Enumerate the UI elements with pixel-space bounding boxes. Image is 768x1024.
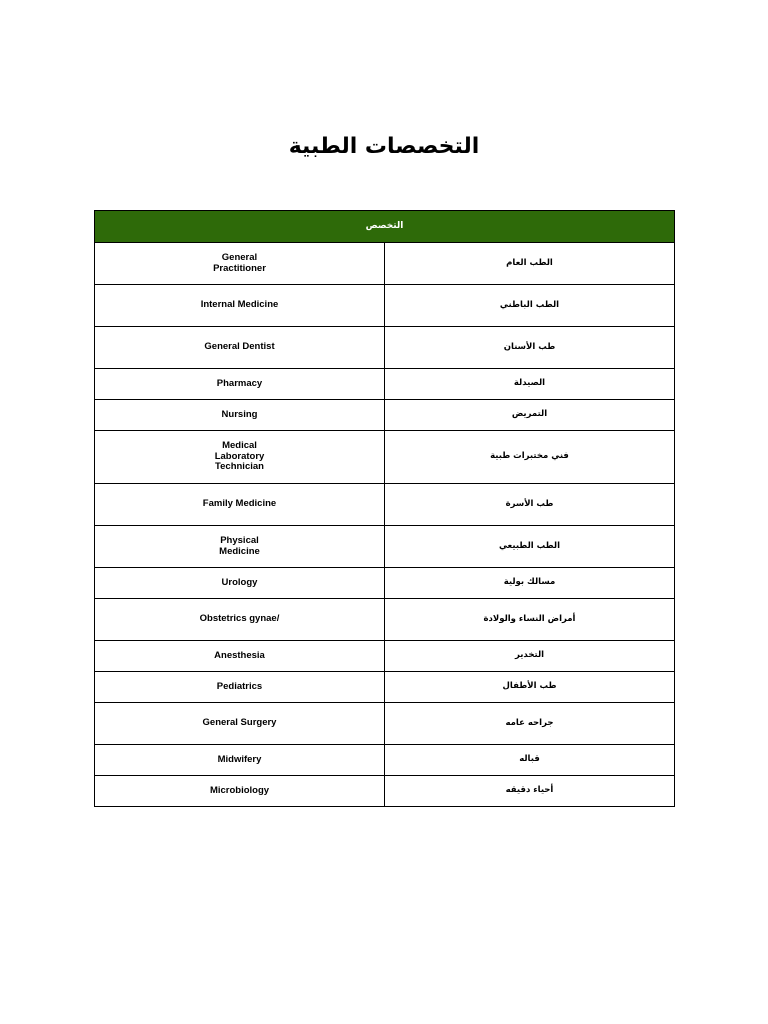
specialty-english-text: Internal Medicine [200, 299, 279, 311]
specialty-arabic-cell: التمريض [385, 400, 675, 431]
specialty-arabic-cell: أحياء دقيقه [385, 776, 675, 807]
specialty-arabic-cell: التخدير [385, 641, 675, 672]
specialty-english-text: General Dentist [204, 341, 275, 353]
page-title: التخصصات الطبية [288, 134, 480, 159]
specialty-english-text: Midwifery [217, 753, 262, 765]
specialties-table [94, 210, 675, 807]
specialty-english-cell [95, 599, 385, 641]
specialty-english-text: Physical Medicine [219, 534, 260, 557]
table-header-row [95, 211, 675, 243]
specialty-english-text: Urology [221, 576, 258, 588]
specialty-english-text: Obstetrics gynae/ [199, 613, 280, 625]
specialty-english-text: Medical Laboratory Technician [214, 440, 265, 473]
specialty-english-cell [95, 526, 385, 568]
specialty-english-text: Pediatrics [216, 680, 263, 692]
specialty-english-cell [95, 745, 385, 776]
specialty-english-text: Pharmacy [216, 377, 263, 389]
specialty-english-cell [95, 568, 385, 599]
specialty-arabic-cell: طب الأسنان [385, 327, 675, 369]
specialty-english-text: Microbiology [209, 784, 270, 796]
table-row [95, 776, 675, 807]
specialty-arabic-cell: طب الأسرة [385, 484, 675, 526]
table-row [95, 568, 675, 599]
specialty-arabic-cell: طب الأطفال [385, 672, 675, 703]
specialty-english-text: Anesthesia [214, 649, 265, 661]
specialty-english-cell [95, 703, 385, 745]
specialty-english-cell [95, 672, 385, 703]
specialty-arabic-cell: الصيدلة [385, 369, 675, 400]
table-row [95, 327, 675, 369]
specialty-arabic-cell: الطب العام [385, 243, 675, 285]
specialty-arabic-cell: الطب الطبيعي [385, 526, 675, 568]
table-row [95, 641, 675, 672]
table-row [95, 745, 675, 776]
table-row [95, 703, 675, 745]
specialty-arabic-cell: فني مختبرات طبية [385, 431, 675, 484]
table-row [95, 285, 675, 327]
specialty-english-cell [95, 327, 385, 369]
table-row [95, 243, 675, 285]
specialty-arabic-cell: أمراض النساء والولادة [385, 599, 675, 641]
table-header: التخصص [95, 211, 675, 243]
table-row [95, 672, 675, 703]
table-row [95, 369, 675, 400]
specialty-english-text: General Practitioner [213, 251, 266, 274]
specialty-arabic-cell: الطب الباطني [385, 285, 675, 327]
specialty-arabic-cell: قباله [385, 745, 675, 776]
specialty-english-cell [95, 400, 385, 431]
specialty-english-text: General Surgery [202, 717, 277, 729]
table-row [95, 526, 675, 568]
table-row [95, 431, 675, 484]
table-row [95, 400, 675, 431]
specialty-english-cell [95, 285, 385, 327]
table-row [95, 484, 675, 526]
specialty-arabic-cell: جراحه عامه [385, 703, 675, 745]
specialty-arabic-cell: مسالك بولية [385, 568, 675, 599]
specialty-english-cell [95, 243, 385, 285]
specialty-english-cell [95, 484, 385, 526]
specialty-english-cell [95, 641, 385, 672]
specialty-english-cell [95, 776, 385, 807]
table-row [95, 599, 675, 641]
specialty-english-cell [95, 369, 385, 400]
specialty-english-text: Family Medicine [202, 498, 277, 510]
specialty-english-cell [95, 431, 385, 484]
specialty-english-text: Nursing [221, 408, 258, 420]
